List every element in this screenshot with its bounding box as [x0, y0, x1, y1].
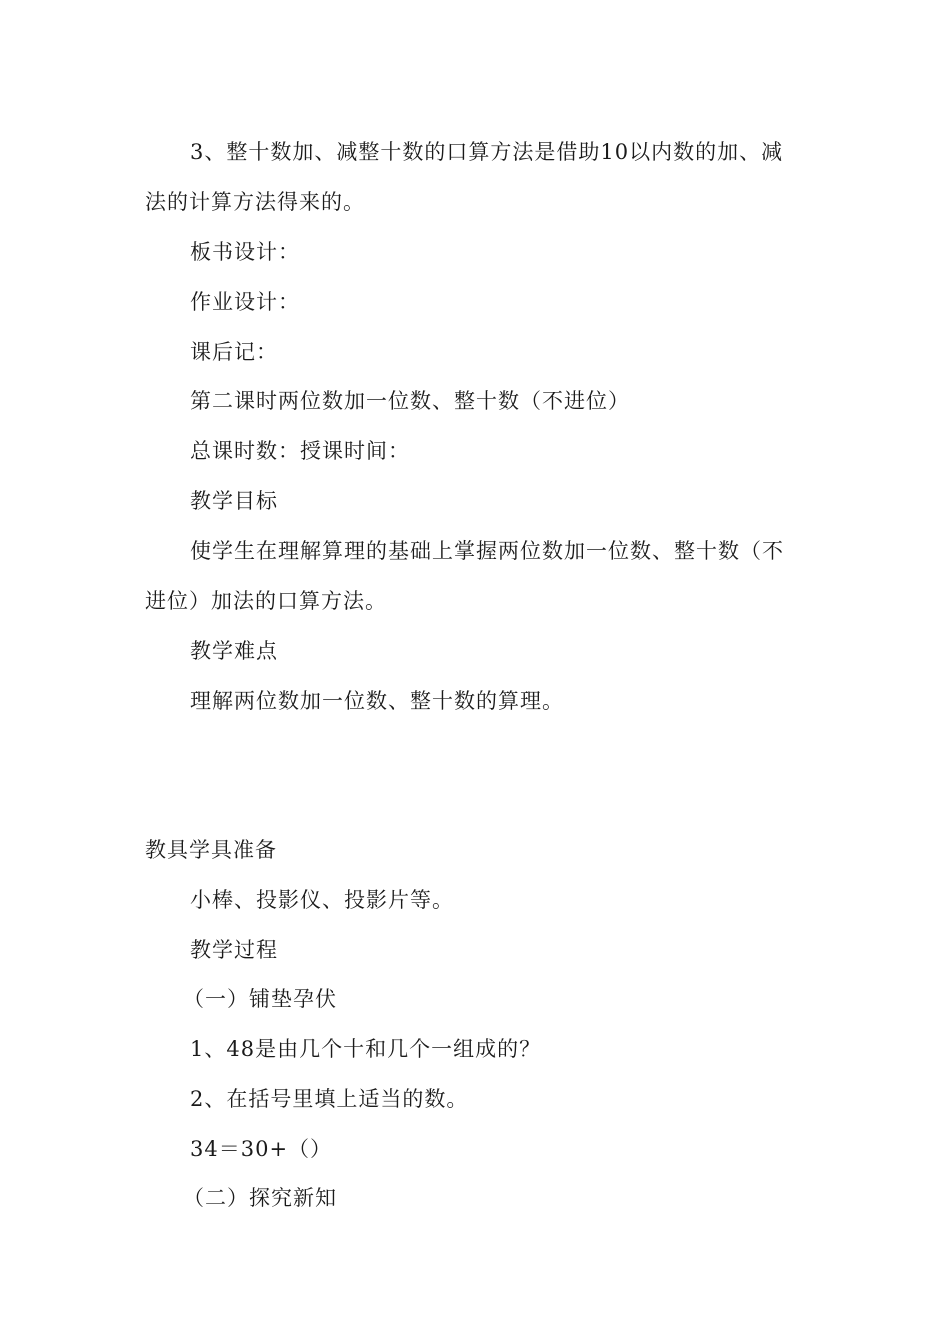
- paragraph-line: 进位）加法的口算方法。: [145, 589, 387, 613]
- subsection-heading: （二）探究新知: [183, 1186, 337, 1210]
- paragraph-line: 小棒、投影仪、投影片等。: [190, 888, 454, 912]
- paragraph-line: 使学生在理解算理的基础上掌握两位数加一位数、整十数（不: [190, 539, 784, 563]
- subsection-heading: （一）铺垫孕伏: [183, 987, 337, 1011]
- equation-line: 34＝30+（）: [190, 1137, 333, 1161]
- section-heading: 教学目标: [190, 489, 278, 513]
- section-heading: 教具学具准备: [145, 838, 277, 862]
- section-label: 课后记：: [190, 340, 278, 364]
- section-label: 作业设计：: [190, 290, 300, 314]
- paragraph-line: 法的计算方法得来的。: [145, 190, 365, 214]
- section-label: 板书设计：: [190, 240, 300, 264]
- lesson-title: 第二课时两位数加一位数、整十数（不进位）: [190, 389, 630, 413]
- section-heading: 教学难点: [190, 639, 278, 663]
- section-heading: 教学过程: [190, 938, 278, 962]
- paragraph-line: 理解两位数加一位数、整十数的算理。: [190, 689, 564, 713]
- list-item: 2、在括号里填上适当的数。: [190, 1087, 469, 1111]
- paragraph-line: 3、整十数加、减整十数的口算方法是借助10以内数的加、减: [190, 140, 784, 164]
- section-label: 总课时数：授课时间：: [190, 439, 410, 463]
- list-item: 1、48是由几个十和几个一组成的？: [190, 1037, 542, 1061]
